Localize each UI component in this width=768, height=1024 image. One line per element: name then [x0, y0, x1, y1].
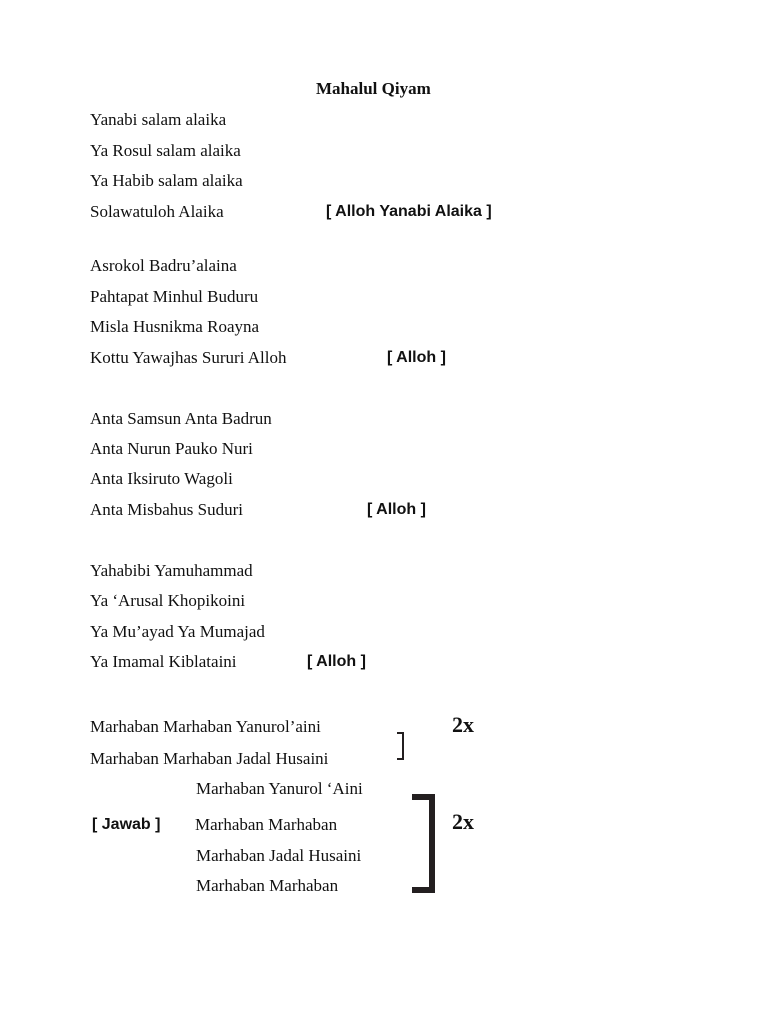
lyric-line: Marhaban Marhaban — [196, 876, 339, 895]
lyric-line: Ya Imamal Kiblataini — [90, 652, 237, 671]
lyric-line: Anta Misbahus Suduri — [90, 500, 243, 519]
lyric-line: Solawatuloh Alaika — [90, 202, 224, 221]
lyric-line: Anta Samsun Anta Badrun — [90, 409, 272, 428]
repeat-count: 2x — [452, 712, 474, 737]
lyric-line: Pahtapat Minhul Buduru — [90, 287, 259, 306]
lyric-line: Marhaban Marhaban Jadal Husaini — [90, 749, 329, 768]
response-tag: [ Alloh ] — [387, 349, 446, 366]
response-tag: [ Alloh ] — [307, 653, 366, 670]
lyric-line: Marhaban Jadal Husaini — [196, 846, 362, 865]
lyric-line: Asrokol Badru’alaina — [90, 256, 237, 275]
small-bracket — [397, 732, 404, 760]
lyric-line: Ya Mu’ayad Ya Mumajad — [90, 622, 265, 641]
lyric-line: Marhaban Marhaban — [195, 815, 338, 834]
lyric-line: Ya Habib salam alaika — [90, 171, 243, 190]
page-title: Mahalul Qiyam — [316, 79, 431, 98]
lyric-line: Marhaban Yanurol ‘Aini — [196, 779, 363, 798]
lyric-line: Kottu Yawajhas Sururi Alloh — [90, 348, 287, 367]
large-bracket — [412, 794, 435, 893]
lyric-line: Yanabi salam alaika — [90, 110, 227, 129]
lyric-line: Marhaban Marhaban Yanurol’aini — [90, 717, 321, 736]
response-tag: [ Alloh Yanabi Alaika ] — [326, 203, 492, 220]
repeat-count: 2x — [452, 809, 474, 834]
lyric-line: Ya Rosul salam alaika — [90, 141, 241, 160]
lyric-line: Misla Husnikma Roayna — [90, 317, 260, 336]
lyric-line: Anta Iksiruto Wagoli — [90, 469, 233, 488]
response-tag: [ Alloh ] — [367, 501, 426, 518]
lyric-line: Anta Nurun Pauko Nuri — [90, 439, 253, 458]
lyric-line: Yahabibi Yamuhammad — [90, 561, 253, 580]
lyric-line: Ya ‘Arusal Khopikoini — [90, 591, 246, 610]
answer-label: [ Jawab ] — [92, 816, 161, 833]
